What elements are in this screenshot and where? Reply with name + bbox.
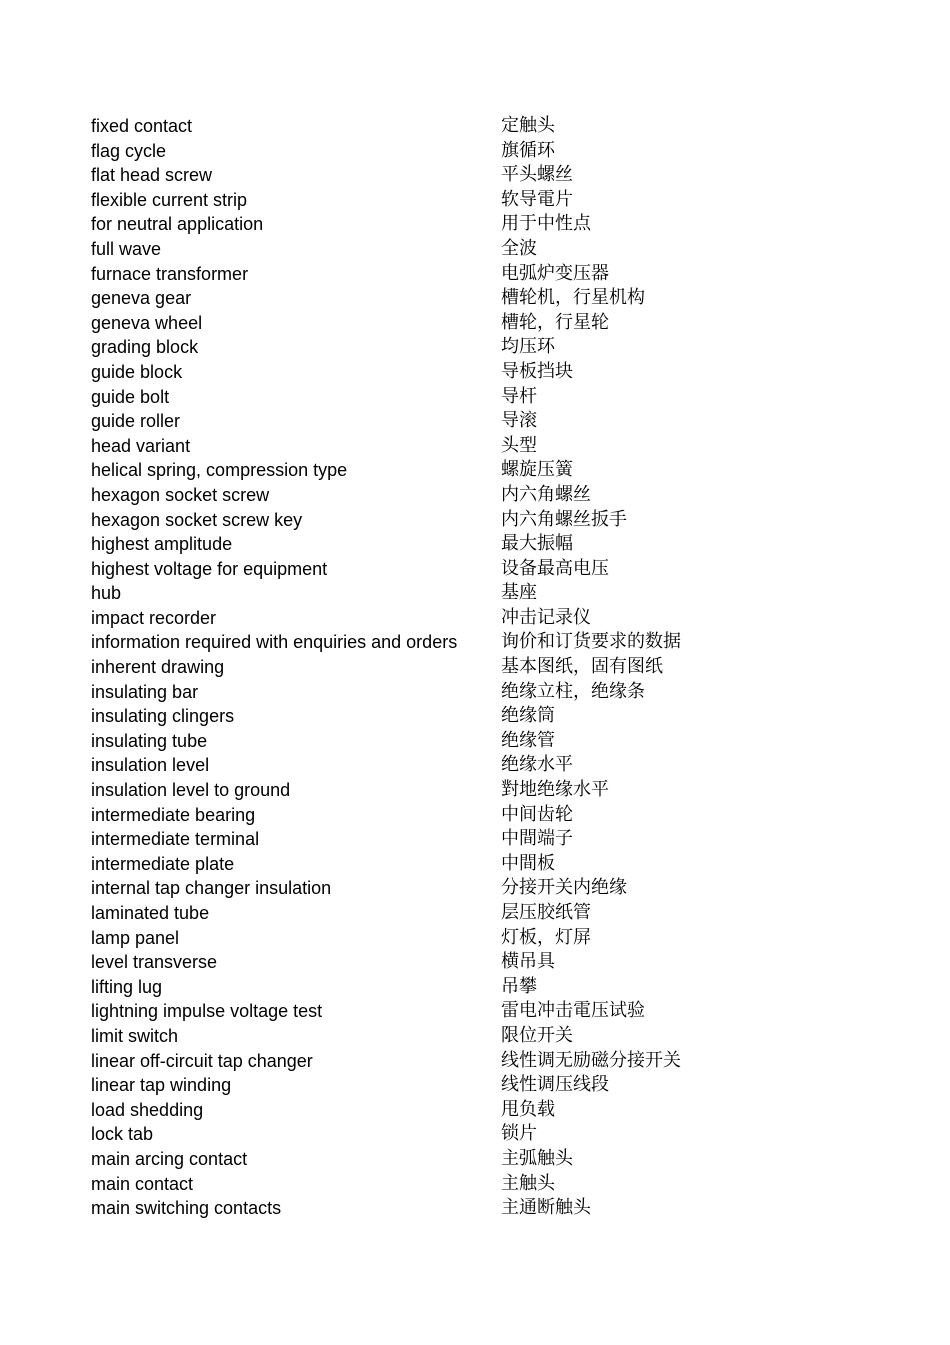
english-term: furnace transformer bbox=[91, 263, 249, 284]
glossary-row bbox=[91, 606, 871, 631]
glossary-row bbox=[91, 237, 871, 262]
glossary-row bbox=[91, 335, 871, 360]
english-term: main arcing contact bbox=[91, 1148, 248, 1169]
english-term: inherent drawing bbox=[91, 657, 225, 678]
chinese-translation: 最大振幅 bbox=[501, 533, 573, 555]
english-term: hexagon socket screw key bbox=[91, 509, 303, 530]
chinese-translation: 线性调压线段 bbox=[501, 1074, 609, 1096]
chinese-translation: 设备最高电压 bbox=[501, 557, 609, 579]
glossary-row bbox=[91, 630, 871, 655]
english-term: lamp panel bbox=[91, 927, 180, 948]
chinese-translation: 雷电冲击電压试验 bbox=[501, 1000, 645, 1022]
glossary-row bbox=[91, 1049, 871, 1074]
glossary-row bbox=[91, 458, 871, 483]
english-term: load shedding bbox=[91, 1099, 204, 1120]
english-term: full wave bbox=[91, 238, 162, 259]
chinese-translation: 分接开关内绝缘 bbox=[501, 877, 627, 899]
english-term: linear tap winding bbox=[91, 1075, 232, 1096]
glossary-row bbox=[91, 286, 871, 311]
english-term: laminated tube bbox=[91, 903, 210, 923]
english-term: intermediate plate bbox=[91, 853, 235, 874]
english-term: guide block bbox=[91, 361, 183, 382]
english-term: insulation level to ground bbox=[91, 780, 291, 801]
glossary-row bbox=[91, 532, 871, 557]
glossary-list bbox=[91, 114, 871, 1221]
chinese-translation: 绝缘水平 bbox=[501, 754, 573, 776]
glossary-row bbox=[91, 311, 871, 336]
glossary-row bbox=[91, 753, 871, 778]
english-term: impact recorder bbox=[91, 607, 217, 628]
english-term: hub bbox=[91, 583, 122, 604]
chinese-translation: 导滚 bbox=[501, 410, 537, 432]
chinese-translation: 绝缘立柱，绝缘条 bbox=[501, 680, 645, 702]
english-term: flat head screw bbox=[91, 165, 213, 186]
english-term: insulating clingers bbox=[91, 706, 235, 727]
chinese-translation: 软导電片 bbox=[501, 188, 573, 210]
glossary-row bbox=[91, 385, 871, 410]
glossary-row bbox=[91, 901, 871, 926]
chinese-translation: 导杆 bbox=[501, 385, 537, 407]
chinese-translation: 均压环 bbox=[501, 336, 555, 358]
chinese-translation: 用于中性点 bbox=[501, 213, 591, 235]
chinese-translation: 平头螺丝 bbox=[501, 164, 573, 186]
chinese-translation: 灯板，灯屏 bbox=[501, 926, 591, 948]
english-term: insulation level bbox=[91, 755, 210, 776]
english-term: flexible current strip bbox=[91, 189, 248, 210]
english-term: linear off-circuit tap changer bbox=[91, 1050, 313, 1071]
glossary-row bbox=[91, 581, 871, 606]
glossary-row bbox=[91, 778, 871, 803]
glossary-row bbox=[91, 926, 871, 951]
english-term: guide roller bbox=[91, 411, 181, 432]
chinese-translation: 电弧炉变压器 bbox=[501, 262, 609, 284]
glossary-row bbox=[91, 1024, 871, 1049]
english-term: flag cycle bbox=[91, 140, 167, 161]
english-term: for neutral application bbox=[91, 214, 264, 235]
chinese-translation: 冲击记录仪 bbox=[501, 606, 591, 628]
chinese-translation: 中間板 bbox=[501, 852, 555, 874]
chinese-translation: 绝缘管 bbox=[501, 729, 555, 751]
glossary-row bbox=[91, 803, 871, 828]
english-term: grading block bbox=[91, 337, 199, 358]
english-term: hexagon socket screw bbox=[91, 484, 270, 505]
glossary-row bbox=[91, 680, 871, 705]
chinese-translation: 内六角螺丝扳手 bbox=[501, 508, 627, 530]
chinese-translation: 主通断触头 bbox=[501, 1197, 591, 1219]
english-term: level transverse bbox=[91, 952, 218, 973]
glossary-row bbox=[91, 262, 871, 287]
english-term: information required with enquiries and orders bbox=[91, 632, 458, 653]
chinese-translation: 吊攀 bbox=[501, 975, 537, 997]
english-term: lifting lug bbox=[91, 976, 163, 997]
glossary-row bbox=[91, 999, 871, 1024]
chinese-translation: 主触头 bbox=[501, 1172, 555, 1194]
chinese-translation: 旗循环 bbox=[501, 139, 555, 161]
chinese-translation: 主弧触头 bbox=[501, 1147, 573, 1169]
chinese-translation: 螺旋压簧 bbox=[501, 459, 573, 481]
glossary-row bbox=[91, 1098, 871, 1123]
glossary-row bbox=[91, 1073, 871, 1098]
glossary-row bbox=[91, 950, 871, 975]
glossary-row bbox=[91, 557, 871, 582]
chinese-translation: 槽轮，行星轮 bbox=[501, 311, 609, 333]
chinese-translation: 限位开关 bbox=[501, 1024, 573, 1046]
english-term: insulating bar bbox=[91, 681, 199, 702]
english-term: intermediate bearing bbox=[91, 804, 256, 825]
english-term: main switching contacts bbox=[91, 1198, 282, 1219]
english-term: insulating tube bbox=[91, 730, 208, 751]
glossary-row bbox=[91, 876, 871, 901]
glossary-row bbox=[91, 852, 871, 877]
chinese-translation: 基座 bbox=[501, 582, 537, 604]
english-term: lock tab bbox=[91, 1124, 154, 1145]
chinese-translation: 询价和订货要求的数据 bbox=[501, 631, 681, 653]
chinese-translation: 锁片 bbox=[501, 1123, 537, 1145]
english-term: limit switch bbox=[91, 1025, 179, 1046]
chinese-translation: 中间齿轮 bbox=[501, 803, 573, 825]
glossary-row bbox=[91, 409, 871, 434]
glossary-row bbox=[91, 139, 871, 164]
glossary-row bbox=[91, 163, 871, 188]
glossary-row bbox=[91, 114, 871, 139]
glossary-row bbox=[91, 188, 871, 213]
glossary-row bbox=[91, 508, 871, 533]
english-term: lightning impulse voltage test bbox=[91, 1001, 323, 1022]
chinese-translation: 内六角螺丝 bbox=[501, 483, 591, 505]
english-term: main contact bbox=[91, 1173, 194, 1194]
english-term: internal tap changer insulation bbox=[91, 878, 332, 899]
chinese-translation: 层压胶纸管 bbox=[501, 902, 591, 923]
chinese-translation: 對地绝缘水平 bbox=[501, 779, 609, 801]
english-term: head variant bbox=[91, 435, 191, 456]
glossary-row bbox=[91, 1122, 871, 1147]
glossary-row bbox=[91, 360, 871, 385]
glossary-row bbox=[91, 483, 871, 508]
chinese-translation: 线性调无励磁分接开关 bbox=[501, 1049, 681, 1071]
glossary-row bbox=[91, 1147, 871, 1172]
glossary-row bbox=[91, 434, 871, 459]
chinese-translation: 导板挡块 bbox=[501, 360, 573, 382]
glossary-row bbox=[91, 1196, 871, 1221]
chinese-translation: 中間端子 bbox=[501, 828, 573, 850]
english-term: geneva gear bbox=[91, 288, 192, 309]
english-term: geneva wheel bbox=[91, 312, 203, 333]
glossary-row bbox=[91, 827, 871, 852]
glossary-row bbox=[91, 655, 871, 680]
english-term: highest amplitude bbox=[91, 534, 233, 555]
english-term: fixed contact bbox=[91, 116, 193, 136]
glossary-row bbox=[91, 1172, 871, 1197]
glossary-row bbox=[91, 975, 871, 1000]
english-term: intermediate terminal bbox=[91, 829, 260, 850]
glossary-row bbox=[91, 704, 871, 729]
english-term: highest voltage for equipment bbox=[91, 558, 328, 579]
chinese-translation: 横吊具 bbox=[501, 951, 555, 973]
english-term: guide bolt bbox=[91, 386, 170, 407]
chinese-translation: 定触头 bbox=[501, 115, 555, 136]
chinese-translation: 全波 bbox=[501, 237, 537, 259]
english-term: helical spring, compression type bbox=[91, 460, 348, 481]
glossary-row bbox=[91, 729, 871, 754]
chinese-translation: 甩负载 bbox=[501, 1098, 555, 1120]
glossary-row bbox=[91, 212, 871, 237]
chinese-translation: 头型 bbox=[501, 434, 537, 456]
chinese-translation: 基本图纸，固有图纸 bbox=[501, 656, 663, 678]
chinese-translation: 槽轮机，行星机构 bbox=[501, 287, 645, 309]
chinese-translation: 绝缘筒 bbox=[501, 705, 555, 727]
